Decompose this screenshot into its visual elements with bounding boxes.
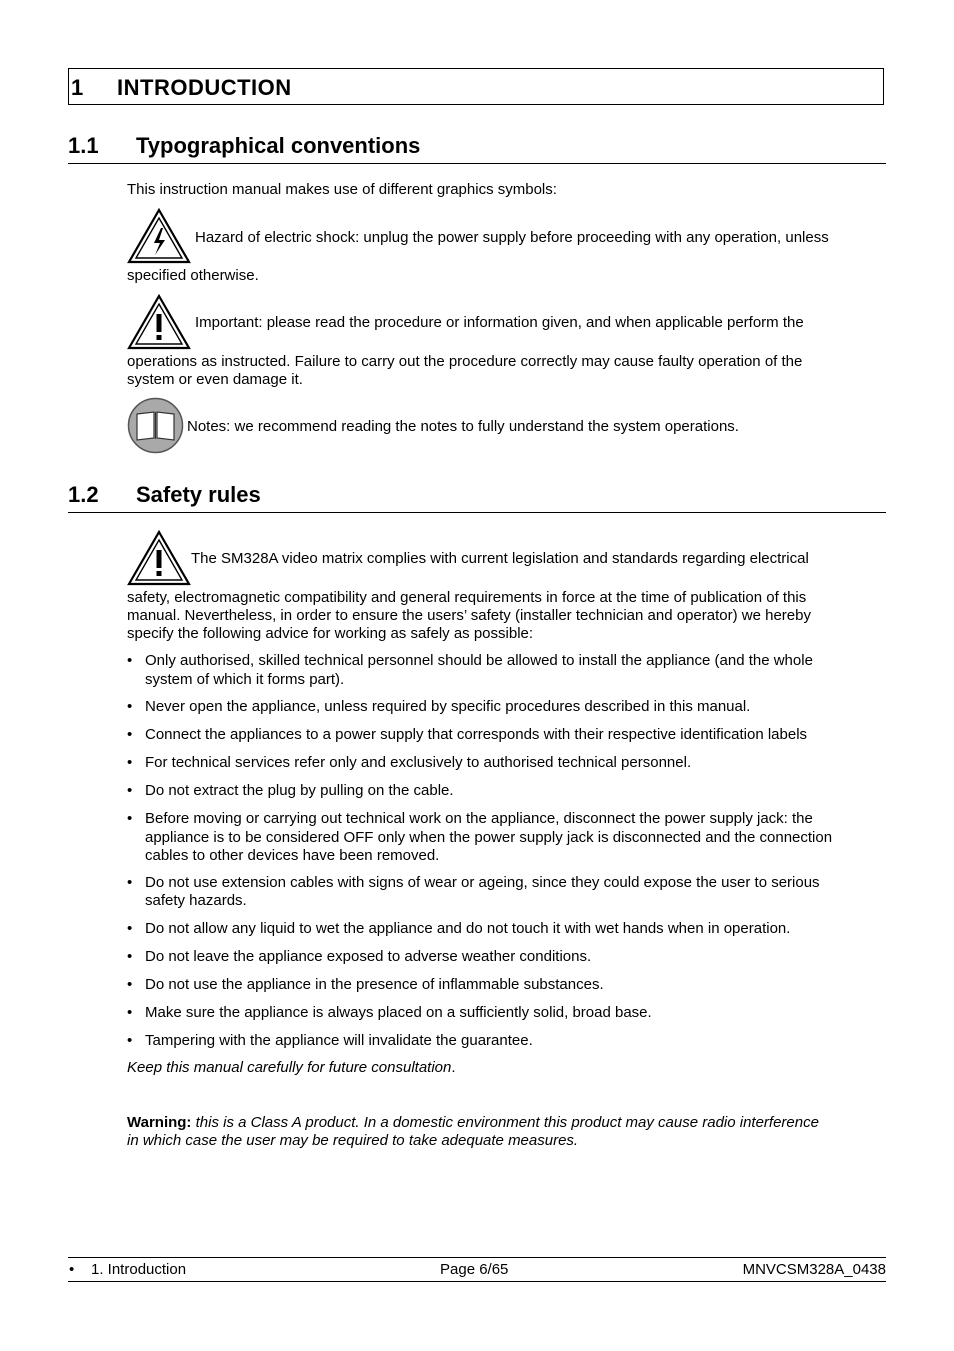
chapter-heading-box (68, 68, 884, 105)
list-item: • (127, 698, 133, 715)
chapter-title: INTRODUCTION (117, 75, 292, 100)
section-number: 1.2 (68, 482, 99, 507)
list-item-text: safety hazards. (145, 892, 247, 909)
list-item-text: Do not extract the plug by pulling on the cable. (145, 782, 454, 799)
safety-intro-line2: safety, electromagnetic compatibility and general requirements in force at the time of publication of this (127, 589, 807, 606)
electric-shock-warning-icon (127, 208, 191, 264)
list-item-text: For technical services refer only and exclusively to authorised technical personnel. (145, 754, 692, 771)
list-item: • (127, 948, 133, 965)
footer-bottom-rule (68, 1281, 886, 1282)
warning-text-line1: this is a Class A product. In a domestic environment this product may cause radio interference (195, 1114, 819, 1131)
keep-manual-note (127, 1059, 456, 1077)
safety-intro-line1: The SM328A video matrix complies with current legislation and standards regarding electrical (191, 550, 809, 567)
section-number: 1.1 (68, 133, 99, 158)
class-a-warning (127, 1114, 819, 1132)
list-item: • (127, 726, 133, 743)
keep-manual-text: Keep this manual carefully for future consultation (127, 1059, 452, 1076)
footer-doc-code: MNVCSM328A_0438 (742, 1261, 886, 1278)
list-item-text: Do not use extension cables with signs of wear or ageing, since they could expose the user to serious (145, 874, 820, 891)
footer-top-rule (68, 1257, 886, 1258)
section-rule (68, 163, 886, 164)
list-item-text: Before moving or carrying out technical work on the appliance, disconnect the power supply jack: the (145, 810, 813, 827)
list-item-text: cables to other devices have been removed. (145, 847, 440, 864)
list-item: • (127, 782, 133, 799)
list-item-text: Do not use the appliance in the presence of inflammable substances. (145, 976, 604, 993)
footer-bullet: • (69, 1261, 75, 1278)
section-rule (68, 512, 886, 513)
exclamation-warning-icon (127, 530, 191, 586)
list-item-text: Do not allow any liquid to wet the appliance and do not touch it with wet hands when in operation. (145, 920, 791, 937)
footer-chapter: 1. Introduction (91, 1261, 187, 1278)
list-item-text: appliance is to be considered OFF only when the power supply jack is disconnected and the connection (145, 829, 833, 846)
warning-text-line2: in which case the user may be required to take adequate measures. (127, 1132, 579, 1149)
list-item-text: Tampering with the appliance will invalidate the guarantee. (145, 1032, 533, 1049)
list-item: • (127, 874, 133, 891)
important-note-line1: Important: please read the procedure or information given, and when applicable perform the (195, 314, 804, 331)
list-item-text: Only authorised, skilled technical personnel should be allowed to install the appliance (and the whole (145, 652, 813, 669)
section-title: Safety rules (136, 482, 261, 507)
notes-text: Notes: we recommend reading the notes to fully understand the system operations. (187, 418, 739, 435)
list-item-text: Connect the appliances to a power supply that corresponds with their respective identification labels (145, 726, 808, 743)
list-item: • (127, 810, 133, 827)
section-title: Typographical conventions (136, 133, 421, 158)
warning-label: Warning: (127, 1114, 192, 1131)
safety-intro-line3: manual. Nevertheless, in order to ensure the users’ safety (installer technician and operator) we hereby (127, 607, 811, 624)
list-item-text: Do not leave the appliance exposed to adverse weather conditions. (145, 948, 592, 965)
shock-note-line1: Hazard of electric shock: unplug the power supply before proceeding with any operation, unless (195, 229, 829, 246)
list-item: • (127, 1004, 133, 1021)
important-note-line3: system or even damage it. (127, 371, 303, 388)
list-item-text: Never open the appliance, unless required by specific procedures described in this manual. (145, 698, 751, 715)
chapter-number: 1 (71, 75, 84, 100)
exclamation-warning-icon (127, 294, 191, 350)
important-note-line2: operations as instructed. Failure to carry out the procedure correctly may cause faulty operation of the (127, 353, 803, 370)
list-item: • (127, 976, 133, 993)
book-notes-icon (127, 397, 184, 454)
keep-manual-period: . (451, 1059, 456, 1076)
list-item: • (127, 754, 133, 771)
list-item: • (127, 920, 133, 937)
list-item-text: Make sure the appliance is always placed on a sufficiently solid, broad base. (145, 1004, 652, 1021)
list-item: • (127, 1032, 133, 1049)
footer-page-number: Page 6/65 (440, 1261, 509, 1278)
safety-intro-line4: specify the following advice for working as safely as possible: (127, 625, 534, 642)
list-item: • (127, 652, 133, 669)
intro-text: This instruction manual makes use of different graphics symbols: (127, 181, 557, 198)
shock-note-line2: specified otherwise. (127, 267, 259, 284)
list-item-text: system of which it forms part). (145, 671, 345, 688)
